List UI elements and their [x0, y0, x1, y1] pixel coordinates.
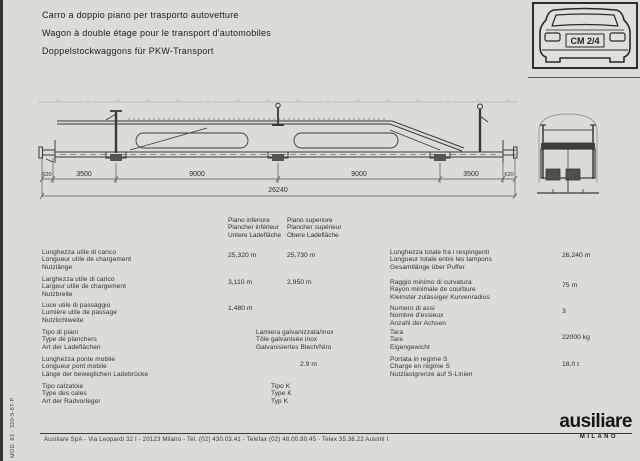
spec-value-payload: 18,0 t [562, 361, 580, 368]
spec-label-mobile-bridge: Lunghezza ponte mobile Longueur pont mobile Länge der beweglichen Ladebrücke [42, 356, 149, 378]
spec-value-axle-count: 3 [562, 308, 566, 315]
spec-label-loading-width: Larghezza utile di carico Largeur utile de chargement Nutzbreite [42, 276, 127, 298]
model-plate-text: CM 2/4 [570, 36, 600, 46]
company-logo-city: MILANO [579, 434, 618, 440]
spec-value-mobile-bridge: 2.9 m [300, 361, 317, 368]
dim-9000-left: 9000 [189, 171, 205, 178]
spec-label-clearance: Luce utile di passaggio Lumière utile de passage Nutzlichtweite [42, 302, 118, 324]
dim-620-left: 620 [42, 172, 52, 178]
column-header-lower-deck: Piano inferiore Plancher inférieur Untere Ladefläche [228, 217, 282, 239]
spec-value-loading-width-lower: 3,110 m [228, 279, 253, 286]
form-code: MOD. 83 - 320-9-87-P [10, 397, 16, 458]
page-title: Carro a doppio piano per trasporto autovetture Wagon à double étage pour le transport d'automobiles Doppelstockwaggons für PKW-Transport [42, 10, 272, 56]
spec-label-deck-type: Tipo di piani Type de planchers Art der Ladeflächen [42, 329, 101, 351]
wagon-end-view-drawing [533, 105, 603, 200]
spec-value-loading-width-upper: 2,950 m [287, 279, 312, 286]
spec-value-total-length: 26,240 m [562, 252, 591, 259]
spec-label-payload: Portata in regime S Charge en régime S Nutzlastgrenze auf S-Linien [390, 356, 473, 378]
dim-3500-right: 3500 [463, 171, 479, 178]
footer-address: Ausiliare SpA - Via Leopardi 32 I - 20123 Milano - Tel. (02) 430.03.41 - Telefax (02) 48.00.80.45 - Telex 35.36.22 Ausiml I [44, 437, 389, 443]
column-header-upper-deck: Piano superiore Plancher supérieur Obere Ladefläche [287, 217, 342, 239]
car-front-icon [534, 4, 636, 67]
spec-value-deck-type: Lamiera galvanizzata/inox Tôle galvanisée inox Galvanisiertes Blech/Niro [256, 329, 334, 351]
wagon-side-view-drawing [36, 96, 520, 200]
dim-3500-left: 3500 [76, 171, 92, 178]
spec-value-loading-length-lower: 25,320 m [228, 252, 257, 259]
spec-value-wedge-type: Tipo K Type K Typ K [271, 383, 292, 405]
model-badge [532, 2, 638, 69]
spec-value-min-radius: 75 m [562, 282, 578, 289]
dim-620-right: 620 [504, 172, 514, 178]
spec-label-loading-length: Lunghezza utile di carico Longueur utile de chargement Nutzlänge [42, 249, 132, 271]
spec-label-axle-count: Numero di assi Nombre d'essieux Anzahl der Achsen [390, 305, 446, 327]
badge-underline [528, 77, 640, 78]
spec-label-wedge-type: Tipo calzatoie Type des cales Art der Radvorleger [42, 383, 101, 405]
dim-total: 26240 [268, 187, 288, 194]
scan-edge [0, 0, 3, 461]
dim-9000-right: 9000 [351, 171, 367, 178]
spec-value-tare: 22000 kg [562, 334, 590, 341]
company-logo: ausiliare [559, 411, 632, 432]
spec-label-tare: Tara Tare Eigengewicht [390, 329, 430, 351]
spec-label-total-length: Lunghezza totale fra i respingenti Longueur totale entre les tampons Gesamtlänge über Puffer [390, 249, 492, 271]
spec-label-min-radius: Raggio minimo di curvatura Rayon minimale de courbure Kleinster zulässiger Kurvenradius [390, 279, 490, 301]
spec-value-loading-length-upper: 25,730 m [287, 252, 316, 259]
spec-value-clearance: 1,480 m [228, 305, 253, 312]
